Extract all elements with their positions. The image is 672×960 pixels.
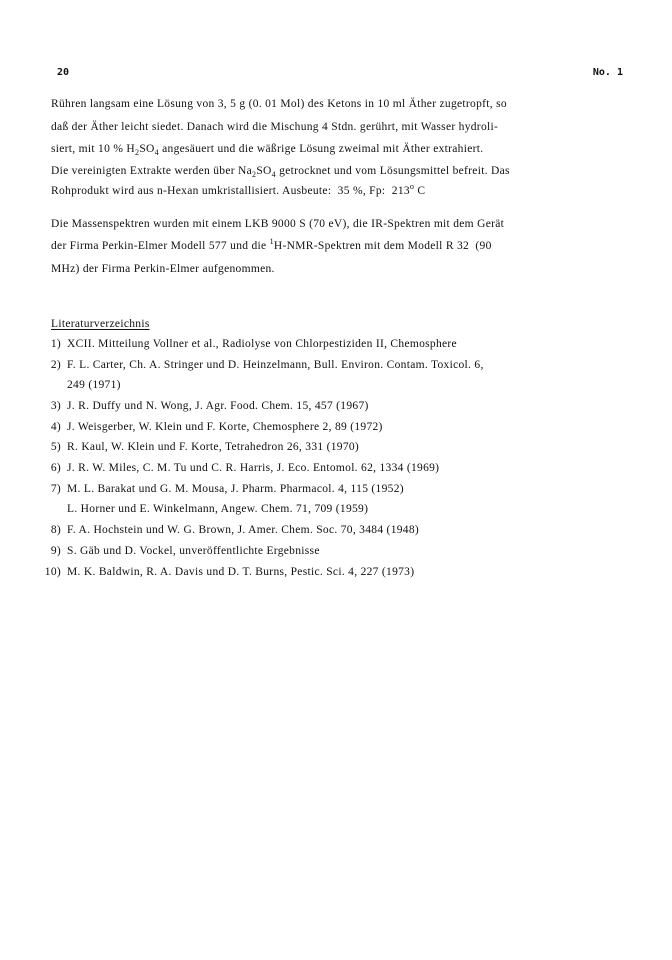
subscript: 2 (135, 148, 140, 157)
text-run: der Firma Perkin-Elmer Modell 577 und die (51, 240, 270, 252)
issue-number: No. 1 (592, 67, 623, 78)
paragraph1-line3 (51, 143, 483, 155)
reference-text: J. Weisgerber, W. Klein und F. Korte, Chemosphere 2, 89 (1972) (67, 421, 383, 433)
paragraph1-line5 (51, 182, 426, 197)
reference-text: J. R. W. Miles, C. M. Tu und C. R. Harris, J. Eco. Entomol. 62, 1334 (1969) (67, 462, 440, 474)
subscript: 2 (252, 170, 257, 179)
reference-text: S. Gäb und D. Vockel, unveröffentlichte Ergebnisse (67, 545, 320, 557)
subscript: 4 (271, 170, 276, 179)
reference-item (30, 524, 419, 536)
reference-item (30, 483, 404, 495)
reference-text: F. A. Hochstein und W. G. Brown, J. Amer. Chem. Soc. 70, 3484 (1948) (67, 524, 420, 536)
reference-number: 1) (50, 338, 61, 350)
text-run: siert, mit 10 % H (51, 143, 135, 155)
page-number: 20 (57, 67, 70, 78)
text-run: getrocknet und vom Lösungsmittel befreit. Das (275, 165, 510, 177)
paragraph2-line3: MHz) der Firma Perkin-Elmer aufgenommen. (51, 263, 275, 275)
reference-text: L. Horner und E. Winkelmann, Angew. Chem. 71, 709 (1959) (67, 503, 369, 515)
reference-text: M. L. Barakat und G. M. Mousa, J. Pharm. Pharmacol. 4, 115 (1952) (67, 483, 404, 495)
text-run: Rohprodukt wird aus n-Hexan umkristallisiert. Ausbeute: 35 %, Fp: 213 (51, 185, 410, 197)
reference-number: 7) (50, 483, 61, 495)
reference-number: 8) (50, 524, 61, 536)
superscript: o (409, 182, 415, 191)
text-run: H-NMR-Spektren mit dem Modell R 32 (90 (273, 240, 492, 252)
reference-item (30, 545, 320, 557)
superscript: 1 (269, 237, 274, 246)
reference-text: M. K. Baldwin, R. A. Davis und D. T. Burns, Pestic. Sci. 4, 227 (1973) (67, 566, 415, 578)
reference-item (30, 400, 369, 412)
reference-number: 3) (50, 400, 61, 412)
reference-item (30, 379, 121, 391)
reference-text: F. L. Carter, Ch. A. Stringer und D. Heinzelmann, Bull. Environ. Contam. Toxicol. 6, (67, 359, 484, 371)
reference-item (30, 338, 457, 350)
reference-number: 2) (50, 359, 61, 371)
paragraph1-line2: daß der Äther leicht siedet. Danach wird die Mischung 4 Stdn. gerührt, mit Wasser hydroli- (51, 121, 499, 133)
text-run: angesäuert und die wäßrige Lösung zweimal mit Äther extrahiert. (158, 143, 484, 155)
reference-item (30, 441, 359, 453)
paragraph2-line2 (51, 237, 492, 252)
references-heading: Literaturverzeichnis (51, 318, 150, 330)
text-run: Die vereinigten Extrakte werden über Na (51, 165, 253, 177)
paragraph2-line1: Die Massenspektren wurden mit einem LKB 9000 S (70 eV), die IR-Spektren mit dem Gerät (51, 218, 505, 230)
text-run: C (414, 185, 426, 197)
paragraph1-line4 (51, 165, 510, 177)
reference-text: XCII. Mitteilung Vollner et al., Radiolyse von Chlorpestiziden II, Chemosphere (67, 338, 457, 350)
reference-number: 4) (50, 421, 61, 433)
reference-item (30, 566, 414, 578)
text-run: SO (139, 143, 155, 155)
reference-number: 10) (44, 566, 61, 578)
reference-item (30, 503, 368, 515)
reference-text: 249 (1971) (67, 379, 121, 391)
paragraph1-line1: Rühren langsam eine Lösung von 3, 5 g (0. 01 Mol) des Ketons in 10 ml Äther zugetropft, so (51, 98, 507, 110)
reference-item (30, 462, 439, 474)
reference-number: 9) (50, 545, 61, 557)
reference-item (30, 359, 484, 371)
reference-item (30, 421, 383, 433)
subscript: 4 (154, 148, 159, 157)
reference-number: 5) (50, 441, 61, 453)
reference-text: R. Kaul, W. Klein und F. Korte, Tetrahedron 26, 331 (1970) (67, 441, 360, 453)
reference-text: J. R. Duffy und N. Wong, J. Agr. Food. Chem. 15, 457 (1967) (67, 400, 369, 412)
reference-number: 6) (50, 462, 61, 474)
text-run: SO (256, 165, 272, 177)
